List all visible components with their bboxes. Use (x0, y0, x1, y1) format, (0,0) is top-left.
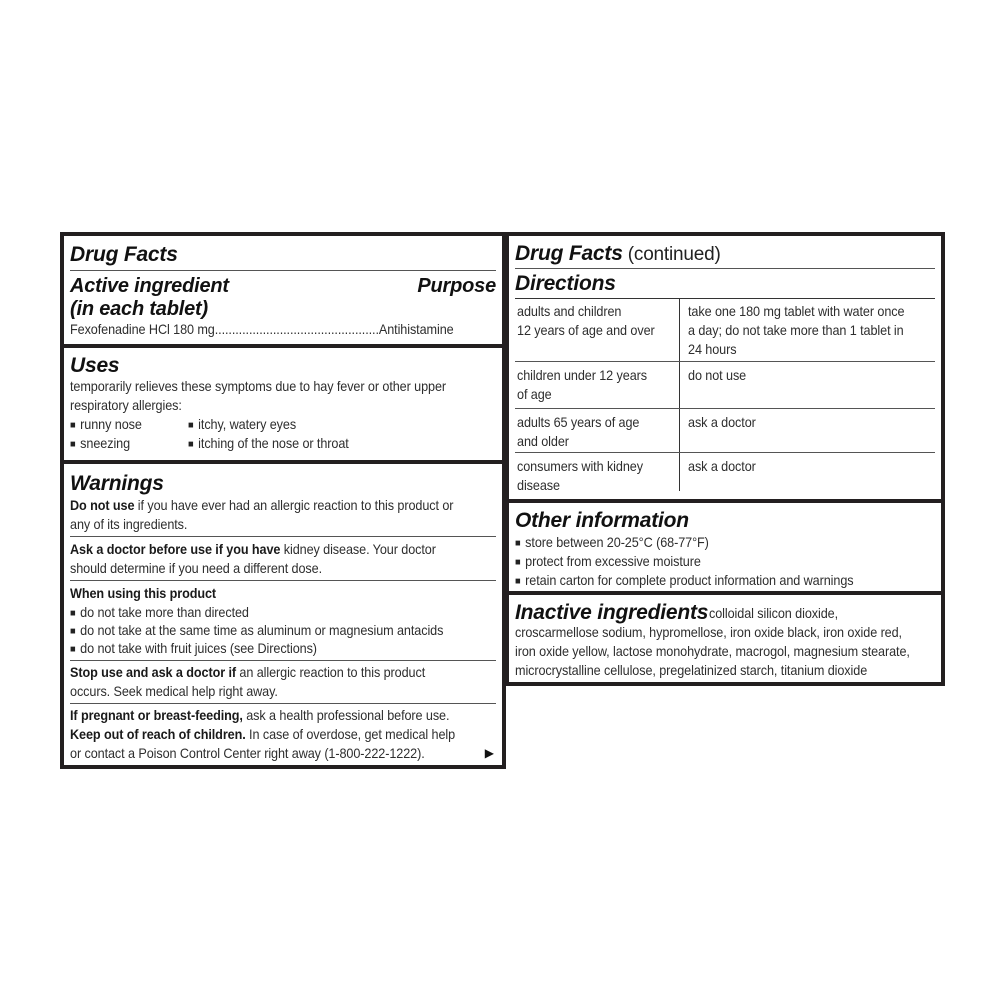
other-information-heading: Other information (515, 509, 689, 532)
directions-dose: do not use (688, 368, 747, 383)
directions-who: of age (517, 387, 552, 402)
drug-facts-title: Drug Facts (70, 243, 178, 266)
directions-who: 12 years of age and over (517, 323, 655, 338)
symptom-item: ■ itching of the nose or throat (188, 434, 349, 455)
divider (70, 536, 496, 537)
inactive-ingredients-line1: colloidal silicon dioxide, (709, 606, 838, 621)
directions-who: disease (517, 478, 560, 493)
divider (70, 580, 496, 581)
stop-use-text: an allergic reaction to this product (236, 665, 426, 680)
directions-section (509, 236, 941, 499)
directions-dose: ask a doctor (688, 415, 756, 430)
pregnant-text: ask a health professional before use. (242, 708, 450, 723)
inactive-ingredients-section (509, 591, 941, 682)
ask-doctor-text: kidney disease. Your doctor (280, 542, 436, 557)
stop-use-label: Stop use and ask a doctor if (70, 665, 237, 680)
stop-use-line1 (70, 663, 425, 682)
symptom-item: ■ sneezing (70, 434, 130, 455)
other-info-item: ■ retain carton for complete product information and warnings (515, 571, 853, 592)
divider (515, 408, 935, 409)
directions-who: adults and children (517, 304, 622, 319)
drug-facts-panel-left (60, 232, 506, 769)
pregnant-label: If pregnant or breast-feeding, (70, 708, 243, 723)
keep-out-label: Keep out of reach of children. (70, 727, 246, 742)
ingredient-name: Fexofenadine HCl 180 mg (70, 322, 215, 337)
when-using-heading: When using this product (70, 586, 217, 601)
do-not-use-text: if you have ever had an allergic reaction to this product or (134, 498, 454, 513)
keep-out-line2: or contact a Poison Control Center right away (1-800-222-1222). (70, 746, 425, 761)
keep-out-line1 (70, 725, 455, 744)
ingredient-purpose: Antihistamine (378, 322, 454, 337)
do-not-use-line2: any of its ingredients. (70, 517, 188, 532)
when-using-item: ■ do not take with fruit juices (see Directions) (70, 639, 317, 660)
stop-use-line2: occurs. Seek medical help right away. (70, 684, 278, 699)
keep-out-text: In case of overdose, get medical help (245, 727, 456, 742)
directions-who: adults 65 years of age (517, 415, 640, 430)
divider (70, 270, 496, 271)
uses-heading: Uses (70, 354, 120, 377)
drug-facts-continued-title (515, 242, 721, 267)
divider (70, 703, 496, 704)
directions-heading: Directions (515, 272, 616, 295)
inactive-ingredients-line3: iron oxide yellow, lactose monohydrate, macrogol, magnesium stearate, (515, 644, 910, 659)
inactive-ingredients-line2: croscarmellose sodium, hypromellose, iron oxide black, iron oxide red, (515, 625, 902, 640)
leader-dots: ................................................ (214, 322, 379, 337)
active-ingredient-line (70, 320, 454, 339)
divider (515, 452, 935, 453)
divider (515, 361, 935, 362)
ask-doctor-line1 (70, 540, 436, 559)
uses-intro-line1: temporarily relieves these symptoms due to hay fever or other upper (70, 379, 447, 394)
purpose-heading: Purpose (417, 275, 496, 297)
uses-section (64, 344, 502, 462)
symptom-item: ■ runny nose (70, 415, 142, 436)
continue-arrow-icon: ▶ (484, 746, 494, 760)
ask-doctor-label: Ask a doctor before use if you have (70, 542, 281, 557)
warnings-heading: Warnings (70, 472, 164, 495)
other-information-section (509, 499, 941, 596)
table-top-rule (515, 298, 935, 299)
other-info-item: ■ protect from excessive moisture (515, 552, 701, 573)
drug-facts-title: Drug Facts (515, 242, 623, 265)
directions-dose: take one 180 mg tablet with water once (688, 304, 905, 319)
ask-doctor-line2: should determine if you need a different dose. (70, 561, 323, 576)
directions-dose: 24 hours (688, 342, 737, 357)
divider (515, 268, 935, 269)
inactive-ingredients-heading: Inactive ingredients (515, 601, 709, 624)
symptom-item: ■ itchy, watery eyes (188, 415, 296, 436)
do-not-use-label: Do not use (70, 498, 135, 513)
pregnant-line (70, 706, 449, 725)
active-ingredient-section (64, 236, 502, 346)
divider (70, 660, 496, 661)
table-column-divider (679, 298, 680, 491)
warnings-section (64, 460, 502, 765)
active-ingredient-heading: Active ingredient (70, 275, 229, 297)
directions-who: children under 12 years (517, 368, 647, 383)
directions-who: and older (517, 434, 569, 449)
uses-intro-line2: respiratory allergies: (70, 398, 182, 413)
drug-facts-panel-right (505, 232, 945, 686)
directions-dose: ask a doctor (688, 459, 756, 474)
continued-label: (continued) (622, 244, 721, 265)
do-not-use-line1 (70, 496, 453, 515)
when-using-item: ■ do not take more than directed (70, 603, 249, 624)
directions-dose: a day; do not take more than 1 tablet in (688, 323, 904, 338)
inactive-ingredients-line4: microcrystalline cellulose, pregelatinized starch, titanium dioxide (515, 663, 868, 678)
active-ingredient-subheading: (in each tablet) (70, 298, 208, 320)
when-using-item: ■ do not take at the same time as aluminum or magnesium antacids (70, 621, 443, 642)
directions-who: consumers with kidney (517, 459, 643, 474)
other-info-item: ■ store between 20-25°C (68-77°F) (515, 533, 709, 554)
